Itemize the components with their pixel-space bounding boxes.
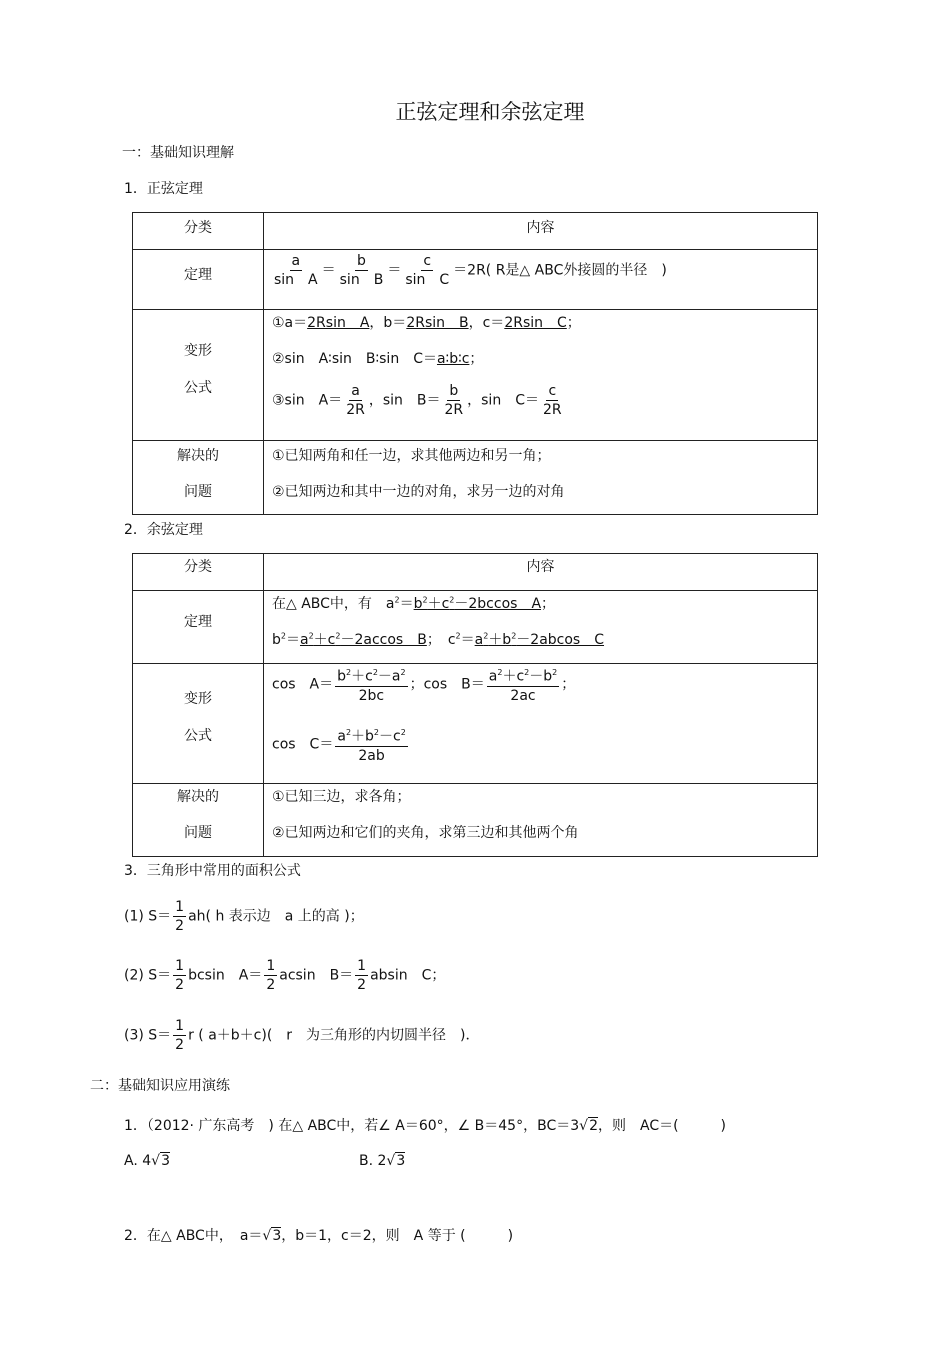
radicand: 2	[589, 1118, 598, 1134]
text: －2accos B	[340, 632, 427, 648]
answer: a∶b∶c	[436, 351, 470, 367]
text: ；cos B＝	[409, 676, 485, 693]
text: a	[488, 668, 498, 685]
row-label-text: 解决的	[177, 789, 219, 805]
header-category	[133, 554, 264, 591]
denominator: 2	[357, 977, 367, 993]
row-content	[264, 784, 818, 857]
text: acsin B＝	[279, 967, 354, 984]
text: r ( a＋b＋c)( r 为三角形的内切圆半径 )．	[188, 1027, 480, 1044]
text: (1) S＝	[124, 908, 172, 925]
fraction	[173, 957, 186, 994]
option-b	[359, 1153, 405, 1169]
cosine-law-line-1	[272, 593, 555, 613]
denominator: 2R	[346, 402, 365, 418]
numerator	[335, 664, 407, 687]
section1-heading: 一：基础知识理解	[122, 145, 234, 161]
text: ＋c	[313, 632, 336, 648]
text: ＋c	[351, 668, 373, 685]
exponent: 2	[346, 668, 352, 677]
area-formula-1	[124, 898, 364, 935]
fraction	[487, 664, 559, 705]
area-formula-heading: 3．三角形中常用的面积公式	[124, 863, 301, 879]
fraction	[355, 957, 368, 994]
exponent: 2	[449, 595, 455, 605]
variant-line-3	[272, 382, 566, 419]
sqrt-icon: √	[579, 1118, 589, 1134]
text: cos A＝	[272, 676, 334, 693]
denominator: 2	[175, 1037, 185, 1053]
numerator: c	[423, 253, 432, 269]
row-label	[133, 250, 264, 310]
denominator: 2	[175, 918, 185, 934]
exponent: 2	[335, 631, 341, 641]
fraction	[335, 724, 407, 765]
sqrt-icon: √	[151, 1153, 161, 1169]
header-category	[133, 213, 264, 250]
row-label	[133, 784, 264, 857]
text: (2) S＝	[124, 967, 172, 984]
text: ；	[469, 351, 484, 367]
exponent: 2	[400, 728, 406, 737]
fraction	[338, 252, 386, 289]
numerator: b	[449, 383, 459, 399]
table-row	[133, 664, 818, 784]
header-content-text: 内容	[526, 220, 555, 236]
text: ＋b	[351, 728, 374, 745]
text: ＋b	[488, 632, 512, 648]
row-label	[133, 664, 264, 784]
exponent: 2	[524, 668, 530, 677]
row-content	[264, 310, 818, 441]
area-formula-2	[124, 957, 445, 994]
sine-law-table	[132, 212, 818, 515]
fraction	[335, 664, 407, 705]
denominator: 2	[266, 977, 276, 993]
table-header-row	[133, 213, 818, 250]
table-header-row	[133, 554, 818, 591]
exponent: 2	[497, 668, 503, 677]
denominator: 2ab	[358, 747, 385, 764]
row-label	[133, 441, 264, 515]
text: b	[272, 632, 281, 648]
text: ②sin A∶sin B∶sin C＝	[272, 351, 437, 367]
denominator: sin C	[405, 272, 450, 288]
text: ah( h 表示边 a 上的高 )；	[188, 908, 364, 925]
row-content	[264, 664, 818, 784]
exponent: 2	[511, 631, 517, 641]
area-formula-3	[124, 1017, 480, 1054]
numerator: 1	[266, 958, 276, 974]
row-label-text: 问题	[184, 484, 212, 500]
text: ＋c	[502, 668, 525, 685]
row-label-text: 公式	[184, 728, 212, 744]
problem-line: ①已知三边，求各角；	[272, 789, 411, 805]
variant-line-1	[272, 312, 581, 332]
denominator: sin B	[339, 272, 384, 288]
numerator: a	[291, 253, 301, 269]
denominator: 2R	[542, 402, 562, 418]
exponent: 2	[483, 631, 489, 641]
text: b	[413, 596, 423, 612]
text: ； c	[426, 632, 456, 648]
formula-tail: ＝2R( R是△ ABC外接圆的半径 )	[453, 262, 667, 279]
row-label	[133, 310, 264, 441]
text: a	[474, 632, 484, 648]
numerator: 1	[175, 1018, 185, 1034]
text: a	[337, 728, 346, 745]
numerator	[487, 664, 559, 687]
row-content	[264, 591, 818, 664]
text: ＝	[285, 632, 300, 648]
text: ，b＝	[369, 315, 407, 331]
sine-law-heading: 1．正弦定理	[124, 181, 203, 197]
fraction	[173, 1017, 186, 1054]
table-row	[133, 250, 818, 310]
answer: 2Rsin B	[406, 315, 469, 331]
question-2	[124, 1225, 513, 1245]
radicand: 3	[272, 1228, 282, 1244]
variant-line-2	[272, 348, 483, 368]
text: ，c＝	[468, 315, 505, 331]
problem-line: ①已知两角和任一边，求其他两边和另一角；	[272, 448, 551, 464]
answer	[414, 596, 541, 612]
text: ，sin B＝	[368, 392, 441, 409]
denominator: 2R	[444, 402, 464, 418]
fraction	[264, 957, 277, 994]
row-label-text: 公式	[184, 380, 212, 396]
answer	[475, 632, 604, 648]
answer: 2Rsin C	[504, 315, 567, 331]
row-label-text: 变形	[184, 343, 212, 359]
header-content	[264, 554, 818, 591]
fraction	[541, 382, 564, 419]
header-content	[264, 213, 818, 250]
text: b	[337, 668, 347, 685]
text: ；	[566, 315, 581, 331]
text: ，sin C＝	[467, 392, 539, 409]
text: ；	[561, 676, 576, 693]
text: －a	[377, 668, 401, 685]
header-category-text: 分类	[184, 559, 212, 575]
text: ③sin A＝	[272, 392, 343, 409]
answer	[300, 632, 427, 648]
exponent: 2	[552, 668, 558, 677]
numerator	[335, 724, 407, 747]
header-content-text: 内容	[526, 559, 555, 575]
text: ，b＝1，c＝2，则 A 等于 ( )	[281, 1228, 514, 1244]
row-content	[264, 441, 818, 515]
row-label-text: 定理	[184, 614, 212, 630]
fraction	[272, 252, 320, 289]
sine-law-formula: $\frac{a}{\text{sin A}}$ ＝ $\frac{b}{\text{sin B}}$ ＝ $\frac{c}{\text{sin C}}$ ＝2R( R是△ ABC外接圆的半径 )	[274, 253, 667, 288]
denominator: 2bc	[358, 687, 385, 704]
sqrt-icon: √	[386, 1153, 396, 1169]
row-label	[133, 591, 264, 664]
denominator: sin A	[274, 272, 318, 288]
exponent: 2	[400, 668, 406, 677]
radicand: 3	[161, 1153, 170, 1169]
row-label-text: 定理	[184, 267, 212, 283]
text: －b	[529, 668, 553, 685]
text: bcsin A＝	[188, 967, 263, 984]
text: 在△ ABC中，有 a	[272, 596, 395, 612]
cosine-variant-line-1	[272, 664, 575, 705]
cosine-law-table	[132, 553, 818, 857]
text: ，则 AC＝( )	[597, 1118, 727, 1134]
text: absin C；	[370, 967, 446, 984]
exponent: 2	[345, 728, 352, 737]
text: B. 2	[359, 1153, 387, 1169]
text: －c	[379, 728, 401, 745]
fraction	[443, 382, 466, 419]
table-row	[133, 310, 818, 441]
problem-line: ②已知两边和它们的夹角，求第三边和其他两个角	[272, 825, 579, 841]
text: ；	[541, 596, 556, 612]
table-row	[133, 784, 818, 857]
exponent: 2	[308, 631, 314, 641]
exponent: 2	[372, 668, 378, 677]
text: －2bccos A	[454, 596, 542, 612]
text: ＋c	[427, 596, 450, 612]
text: 1．（2012· 广东高考 ) 在△ ABC中，若∠ A＝60°，∠ B＝45°，BC＝3	[124, 1118, 580, 1134]
text: 2．在△ ABC中， a＝	[124, 1228, 263, 1244]
page-title: 正弦定理和余弦定理	[395, 100, 585, 124]
row-label-text: 变形	[184, 691, 212, 707]
answer: 2Rsin A	[307, 315, 370, 331]
exponent: 2	[455, 631, 461, 641]
radicand: 3	[396, 1153, 406, 1169]
text: a	[299, 632, 309, 648]
numerator: c	[548, 383, 557, 399]
exponent: 2	[280, 631, 286, 641]
row-content	[264, 250, 818, 310]
table-row	[133, 441, 818, 515]
numerator: 1	[357, 958, 367, 974]
sqrt-icon: √	[262, 1228, 272, 1244]
denominator: 2	[175, 977, 185, 993]
text: ①a＝	[272, 315, 308, 331]
header-category-text: 分类	[184, 220, 212, 236]
row-label-text: 问题	[184, 825, 212, 841]
table-row	[133, 591, 818, 664]
numerator: 1	[175, 899, 185, 915]
text: cos C＝	[272, 736, 334, 753]
exponent: 2	[394, 595, 400, 605]
numerator: 1	[175, 958, 185, 974]
text: －2abcos C	[516, 632, 605, 648]
problem-line: ②已知两边和其中一边的对角，求另一边的对角	[272, 484, 565, 500]
denominator: 2ac	[510, 687, 536, 704]
fraction	[403, 252, 451, 289]
cosine-law-heading: 2．余弦定理	[124, 522, 203, 538]
row-label-text: 解决的	[177, 448, 219, 464]
exponent: 2	[373, 728, 380, 737]
exponent: 2	[422, 595, 428, 605]
cosine-variant-line-2	[272, 724, 410, 765]
numerator: b	[357, 253, 366, 269]
text: (3) S＝	[124, 1027, 172, 1044]
section2-heading: 二：基础知识应用演练	[90, 1078, 230, 1094]
question-1	[124, 1115, 726, 1135]
fraction	[173, 898, 186, 935]
text: ＝	[460, 632, 475, 648]
fraction	[344, 382, 367, 419]
text: A. 4	[124, 1153, 152, 1169]
numerator: a	[351, 383, 360, 399]
text: ＝	[399, 596, 414, 612]
cosine-law-line-2	[272, 629, 604, 649]
option-a	[124, 1153, 170, 1169]
